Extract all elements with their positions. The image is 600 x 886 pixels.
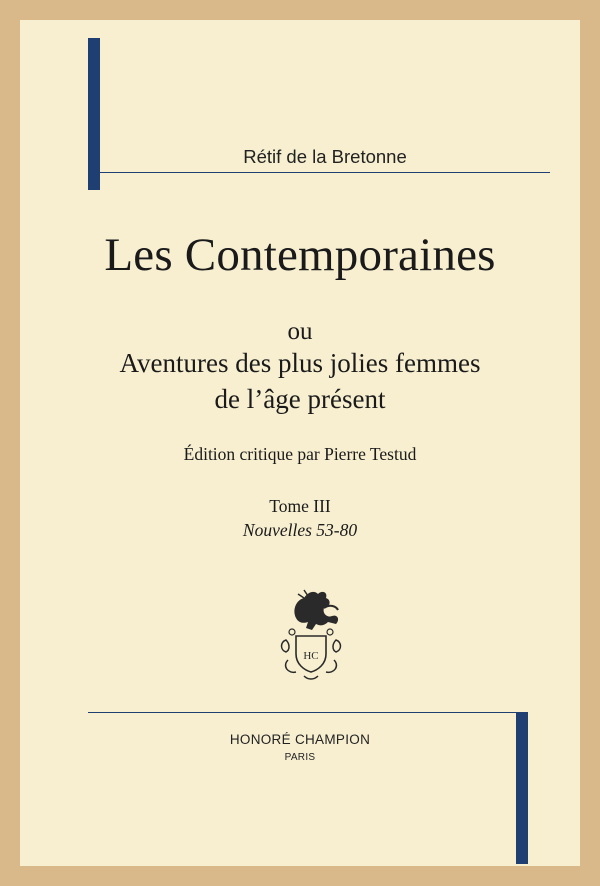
bottom-divider-line (88, 712, 516, 713)
svg-text:HC: HC (303, 650, 319, 662)
author-name: Rétif de la Bretonne (243, 146, 407, 167)
bottom-accent-bar (516, 712, 528, 864)
publisher-city: PARIS (284, 752, 316, 763)
book-title: Les Contemporaines (104, 229, 496, 281)
contents-label: Nouvelles 53-80 (242, 520, 358, 540)
publisher-name: HONORÉ CHAMPION (229, 732, 371, 747)
book-cover (20, 20, 580, 866)
subtitle-line-2: de l’âge présent (214, 384, 386, 414)
volume-label: Tome III (269, 496, 331, 516)
subtitle-line-1: Aventures des plus jolies femmes (119, 348, 481, 378)
edition-note: Édition critique par Pierre Testud (183, 444, 417, 464)
title-conjunction: ou (287, 318, 313, 345)
top-divider-line (100, 172, 550, 173)
top-accent-bar (88, 38, 100, 190)
publisher-horse-emblem-icon (266, 580, 356, 690)
